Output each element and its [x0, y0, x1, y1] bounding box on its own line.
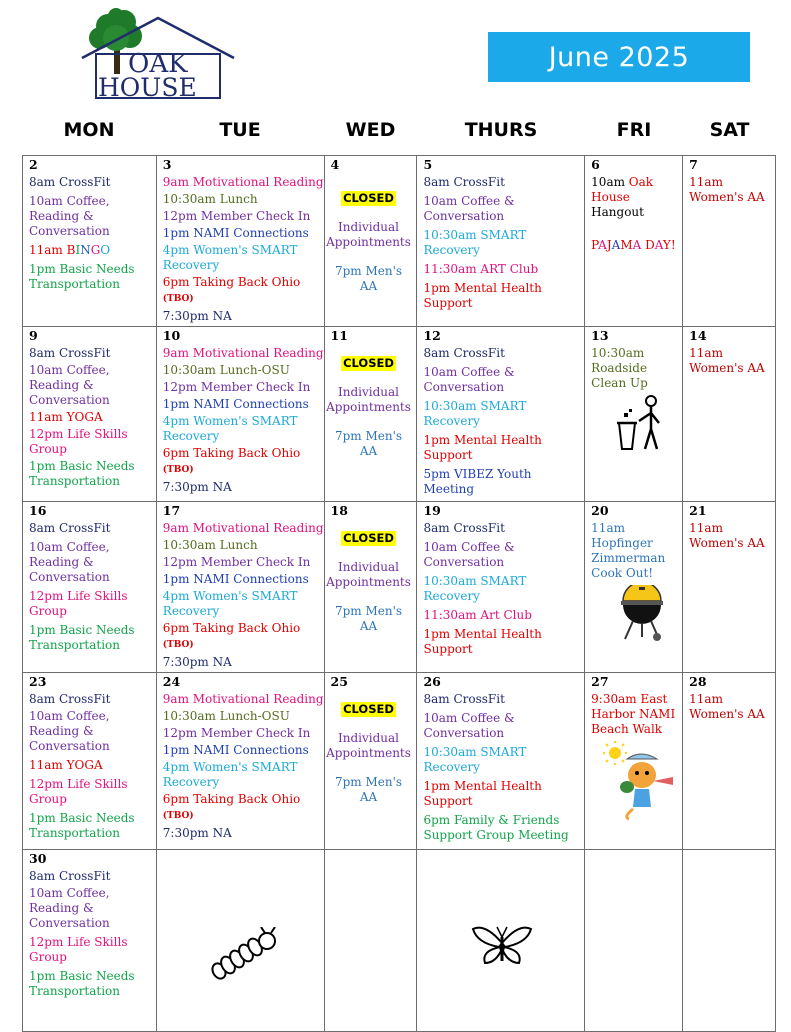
event: 10am Coffee & Conversation [423, 365, 515, 394]
grill-icon [617, 585, 667, 641]
event: 11am Women's AA [689, 692, 765, 721]
caterpillar-icon [209, 927, 281, 983]
week-row-4 [23, 673, 776, 850]
day-number: 13 [591, 328, 609, 343]
day-number: 10 [162, 328, 181, 343]
event: 8am CrossFit [423, 692, 505, 706]
event: 9am Motivational Reading [162, 346, 324, 360]
day-cell-26 [417, 673, 585, 850]
event: 1pm Mental Health Support [423, 779, 542, 808]
butterfly-icon [471, 923, 533, 967]
event: 7:30pm NA [162, 480, 232, 494]
event: 4pm Women's SMART Recovery [162, 589, 298, 618]
event: 10:30am Lunch [162, 192, 258, 206]
day-number: 3 [162, 157, 172, 172]
event: 10am Coffee, Reading & Conversation [29, 363, 110, 407]
event: 11:30am ART Club [423, 262, 539, 276]
day-number: 17 [162, 503, 181, 518]
week-row-5 [23, 850, 776, 1032]
event: 10am Oak House Hangout [591, 175, 654, 219]
event: 9am Motivational Reading [162, 175, 324, 189]
day-cell-16 [23, 502, 157, 673]
event: 1pm NAMI Connections [162, 743, 309, 757]
event: 11am Women's AA [689, 521, 765, 550]
day-cell-20 [585, 502, 683, 673]
day-number: 20 [591, 503, 609, 518]
oak-house-logo [78, 8, 238, 100]
event: 4pm Women's SMART Recovery [162, 760, 298, 789]
day-number: 2 [29, 157, 38, 172]
day-cell-9 [23, 327, 157, 502]
event: Individual Appointments [326, 560, 411, 589]
weekday-thu: THURS [464, 119, 538, 141]
empty-cell-thu [417, 850, 585, 1032]
weekday-wed: WED [345, 119, 396, 141]
day-cell-2 [23, 156, 157, 327]
event: 8am CrossFit [423, 346, 505, 360]
day-cell-30 [23, 850, 157, 1032]
event-bingo: 11am BINGO [29, 243, 111, 257]
day-number: 5 [423, 157, 433, 172]
event: 7pm Men's AA [334, 429, 403, 458]
event: Individual Appointments [326, 220, 411, 249]
event: 6pm Taking Back Ohio (TBO) [162, 446, 301, 475]
event: 11am YOGA [29, 410, 103, 424]
week-row-3 [23, 502, 776, 673]
event-pajama-day: PAJAMA DAY! [591, 238, 676, 252]
event: 11am Hopfinger Zimmerman Cook Out! [591, 521, 666, 580]
event: 4pm Women's SMART Recovery [162, 414, 298, 443]
event: 12pm Member Check In [162, 209, 311, 223]
beach-cat-icon [599, 741, 679, 821]
event: 9:30am East Harbor NAMI Beach Walk [591, 692, 676, 736]
event: 1pm Mental Health Support [423, 433, 542, 462]
event: 11:30am Art Club [423, 608, 532, 622]
day-number: 28 [689, 674, 707, 689]
day-number: 12 [423, 328, 441, 343]
day-cell-5 [417, 156, 585, 327]
event: 1pm NAMI Connections [162, 572, 309, 586]
week-row-2 [23, 327, 776, 502]
day-number: 24 [162, 674, 181, 689]
event: 4pm Women's SMART Recovery [162, 243, 298, 272]
day-cell-25 [324, 673, 417, 850]
day-cell-23 [23, 673, 157, 850]
event: 8am CrossFit [29, 346, 111, 360]
event: Individual Appointments [326, 731, 411, 760]
day-number: 25 [330, 674, 348, 689]
day-cell-19 [417, 502, 585, 673]
event: 1pm Basic Needs Transportation [29, 969, 135, 998]
event: 9am Motivational Reading [162, 521, 324, 535]
day-cell-28 [683, 673, 776, 850]
event: 7:30pm NA [162, 826, 232, 840]
day-number: 30 [29, 851, 47, 866]
month-banner [488, 32, 750, 82]
event: 12pm Life Skills Group [29, 427, 128, 456]
day-cell-24 [156, 673, 324, 850]
event: 10:30am Lunch-OSU [162, 363, 290, 377]
day-number: 14 [689, 328, 707, 343]
weekday-sat: SAT [709, 119, 750, 141]
event: 8am CrossFit [29, 692, 111, 706]
event: 10am Coffee, Reading & Conversation [29, 540, 110, 584]
event: 10am Coffee & Conversation [423, 711, 515, 740]
event: 5pm VIBEZ Youth Meeting [423, 467, 532, 496]
day-number: 19 [423, 503, 441, 518]
event: 6pm Taking Back Ohio (TBO) [162, 621, 301, 650]
closed-badge: CLOSED [343, 191, 394, 205]
event: 8am CrossFit [29, 521, 111, 535]
event: 6pm Taking Back Ohio (TBO) [162, 275, 301, 304]
event: 10:30am Roadside Clean Up [591, 346, 648, 390]
event: 12pm Member Check In [162, 726, 311, 740]
week-row-1 [23, 156, 776, 327]
weekday-tue: TUE [219, 119, 261, 141]
event: 10:30am SMART Recovery [423, 745, 527, 774]
day-number: 4 [330, 157, 340, 172]
day-cell-10 [156, 327, 324, 502]
event: 1pm NAMI Connections [162, 397, 309, 411]
event: 1pm Basic Needs Transportation [29, 811, 135, 840]
event: 8am CrossFit [423, 175, 505, 189]
event: 11am Women's AA [689, 346, 765, 375]
event: 6pm Family & Friends Support Group Meeting [423, 813, 569, 842]
weekday-mon: MON [63, 119, 115, 141]
day-cell-13 [585, 327, 683, 502]
event: 7pm Men's AA [334, 775, 403, 804]
day-number: 26 [423, 674, 441, 689]
day-number: 6 [591, 157, 600, 172]
day-cell-27 [585, 673, 683, 850]
logo-text-house: HOUSE [98, 73, 197, 100]
event: 10am Coffee, Reading & Conversation [29, 709, 110, 753]
event: 12pm Member Check In [162, 555, 311, 569]
closed-badge: CLOSED [343, 356, 394, 370]
closed-badge: CLOSED [343, 702, 394, 716]
day-cell-4 [324, 156, 417, 327]
logo-text-oak: OAK [128, 49, 188, 79]
day-cell-7 [683, 156, 776, 327]
day-number: 16 [29, 503, 47, 518]
event: 1pm NAMI Connections [162, 226, 309, 240]
day-cell-18 [324, 502, 417, 673]
day-cell-11 [324, 327, 417, 502]
event: 8am CrossFit [29, 869, 111, 883]
event: 10:30am SMART Recovery [423, 228, 527, 257]
empty-cell-wed [324, 850, 417, 1032]
event: 7pm Men's AA [334, 264, 403, 293]
event: 10am Coffee & Conversation [423, 540, 515, 569]
event: 1pm Basic Needs Transportation [29, 459, 135, 488]
event: 1pm Mental Health Support [423, 281, 542, 310]
event: 8am CrossFit [423, 521, 505, 535]
event: 10am Coffee, Reading & Conversation [29, 886, 110, 930]
day-cell-21 [683, 502, 776, 673]
event: 10:30am Lunch [162, 538, 258, 552]
day-number: 7 [689, 157, 698, 172]
event: 10:30am Lunch-OSU [162, 709, 290, 723]
day-cell-17 [156, 502, 324, 673]
event: 12pm Member Check In [162, 380, 311, 394]
event: 11am YOGA [29, 758, 103, 772]
event: 10am Coffee & Conversation [423, 194, 515, 223]
litter-bin-icon [611, 395, 671, 453]
event: 12pm Life Skills Group [29, 777, 128, 806]
event: 7pm Men's AA [334, 604, 403, 633]
empty-cell-sat [683, 850, 776, 1032]
day-number: 11 [330, 328, 348, 343]
empty-cell-fri [585, 850, 683, 1032]
event: 8am CrossFit [29, 175, 111, 189]
event: 7:30pm NA [162, 655, 232, 669]
event: 6pm Taking Back Ohio (TBO) [162, 792, 301, 821]
month-title: June 2025 [548, 41, 690, 73]
event: Individual Appointments [326, 385, 411, 414]
day-number: 23 [29, 674, 47, 689]
event: 10:30am SMART Recovery [423, 574, 527, 603]
closed-badge: CLOSED [343, 531, 394, 545]
event: 10:30am SMART Recovery [423, 399, 527, 428]
event: 11am Women's AA [689, 175, 765, 204]
event: 12pm Life Skills Group [29, 589, 128, 618]
calendar-grid [22, 155, 776, 1032]
day-number: 27 [591, 674, 609, 689]
day-cell-6 [585, 156, 683, 327]
event: 12pm Life Skills Group [29, 935, 128, 964]
event: 1pm Basic Needs Transportation [29, 262, 135, 291]
day-number: 18 [330, 503, 348, 518]
weekday-fri: FRI [616, 119, 652, 141]
day-cell-3 [156, 156, 324, 327]
empty-cell-tue [156, 850, 324, 1032]
day-cell-14 [683, 327, 776, 502]
day-cell-12 [417, 327, 585, 502]
event: 1pm Basic Needs Transportation [29, 623, 135, 652]
day-number: 9 [29, 328, 38, 343]
event: 9am Motivational Reading [162, 692, 324, 706]
event: 7:30pm NA [162, 309, 232, 323]
event: 10am Coffee, Reading & Conversation [29, 194, 110, 238]
event: 1pm Mental Health Support [423, 627, 542, 656]
day-number: 21 [689, 503, 707, 518]
